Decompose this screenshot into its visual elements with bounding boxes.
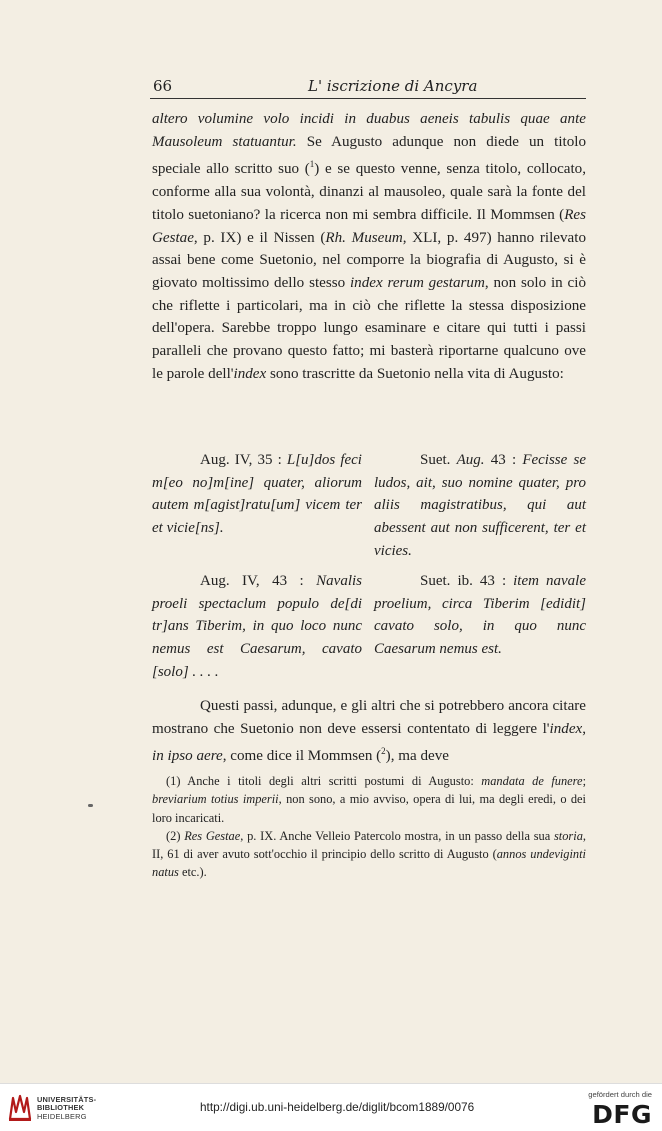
paragraph-1: altero volumine volo incidi in duabus aeneis tabulis quae ante Mausoleum statuantur. Se Augusto adunque non diede un titolo speciale allo scritto suo ($^1$) e se questo venne, senza titolo, collocato, conforme alla sua volontà, dinanzi al mausoleo, quale sarà la fonte del titolo suetoniano? la ricerca non mi sembra difficile. Il Mommsen (Res Gestae, p. IX) e il Nissen (Rh. Museum, XLI, p. 497) hanno rilevato assai bene come Suetonio, nel comporre la biografia di Augusto, si è giovato moltissimo dello stesso index rerum gestarum, non solo in ciò che riflette i particolari, ma in ciò che riflette la stessa disposizione dell'opera. Sarebbe troppo lungo esaminare e citare qui tutti i passi paralleli che provano questo fatto; mi basterà riportarne qualcuno ove le parole dell'index sono trascritte da Suetonio nella vita di Augusto: [152,111,586,382]
parallel-left-1: Aug. IV, 35 : L[u]dos feci m[eo no]m[ine] quater, aliorum autem m[agist]ratu[um] vicem ter et vicie[ns]. [152,452,362,537]
footnote-ref-2[interactable]: 2 [381,746,386,757]
parallel-left-2: Aug. IV, 43 : Navalis proeli spectaclum populo de[di tr]ans Tiberim, in quo loco nunc nemus est Caesarum, cavato [solo] . . . . [152,573,362,680]
footnote-1: (1) Anche i titoli degli altri scritti postumi di Augusto: mandata de funere; breviarium totius imperii, non sono, a mio avviso, opera di lui, ma degli eredi, o dei loro incaricati. [152,774,587,825]
footnote-2: (2) Res Gestae, p. IX. Anche Velleio Patercolo mostra, in un passo della sua storia, II, 61 di aver avuto sott'occhio il principio dello scritto di Augusto (annos undeviginti natus etc.). [152,828,586,880]
latin-quote: altero volumine volo incidi in duabus aeneis tabulis quae ante [152,111,586,127]
footnotes [152,772,586,882]
latin-quote-end: Mausoleum statuantur. [152,133,297,150]
parallel-passage-1 [152,449,586,563]
paragraph-2: Questi passi, adunque, e gli altri che si potrebbero ancora citare mostrano che Suetonio non deve essersi contentato di leggere l'index, in ipso aere, come dice il Mommsen ($^2$), ma deve [152,698,586,765]
page-number: 66 [153,77,173,95]
header-rule [150,98,586,99]
permalink[interactable]: http://digi.ub.uni-heidelberg.de/diglit/bcom1889/0076 [200,1100,475,1114]
funding-note: gefördert durch die [588,1090,652,1099]
main-text-2 [152,695,586,768]
ink-speck [88,804,93,807]
parallel-right-1: Suet. Aug. 43 : Fecisse se ludos, ait, suo nomine quater, pro aliis magistratibus, qui aut abessent aut non sufficerent, ter et vicies. [374,452,587,559]
running-title: L' iscrizione di Ancyra [308,77,478,95]
dfg-logo: DFG [592,1100,652,1129]
university-seal-icon [7,1092,33,1122]
library-name: UNIVERSITÄTS- BIBLIOTHEK HEIDELBERG [37,1095,97,1121]
parallel-passage-2 [152,570,586,684]
main-text [152,108,586,385]
viewer-footer [0,1083,662,1131]
parallel-right-2: Suet. ib. 43 : item navale proelium, circa Tiberim [edidit] cavato solo, in quo nunc Caesarum nemus est. [374,573,586,658]
footnote-ref-1[interactable]: 1 [309,159,315,170]
page-header [150,77,586,99]
